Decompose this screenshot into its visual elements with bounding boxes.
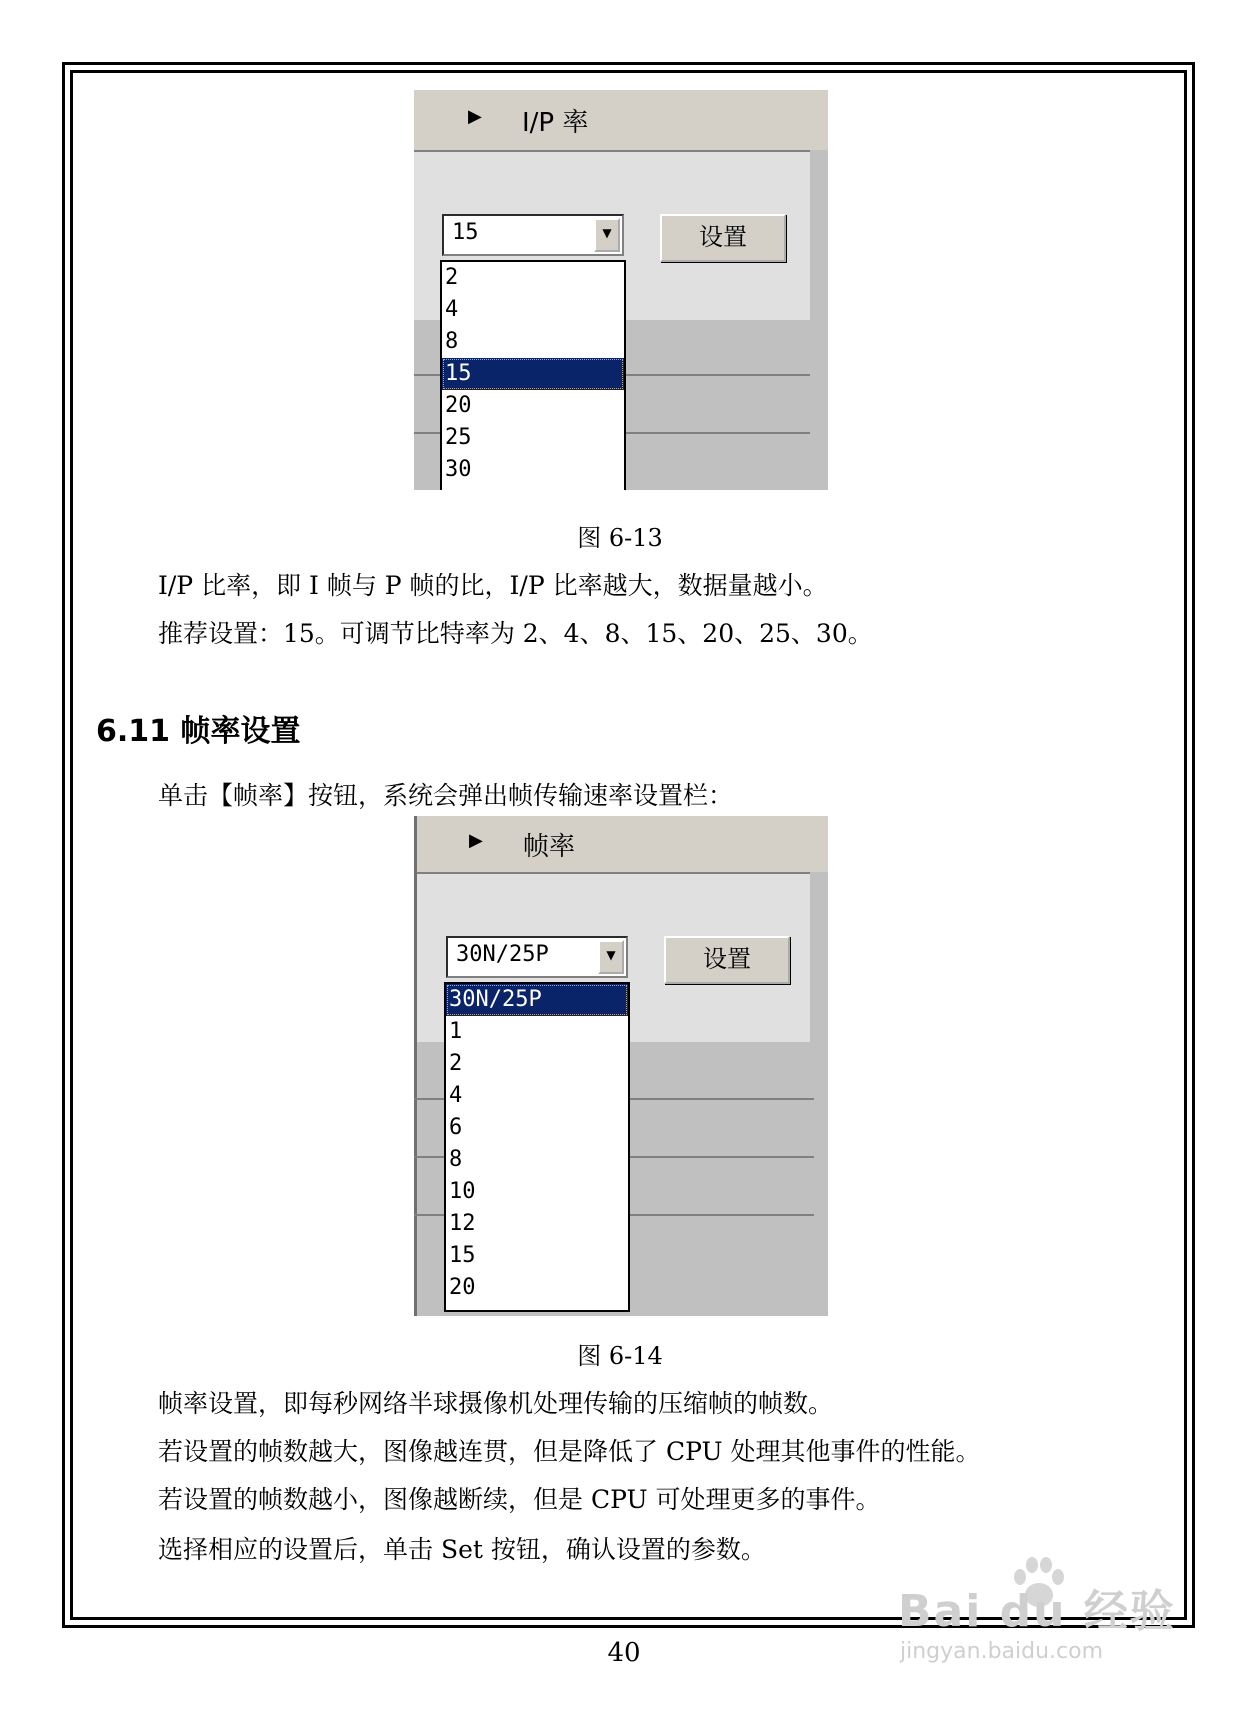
- frame-rate-option[interactable]: 8: [449, 1147, 463, 1172]
- ip-rate-header: [414, 90, 828, 150]
- frame-rate-high-note: 若设置的帧数越大，图像越连贯，但是降低了 CPU 处理其他事件的性能。: [158, 1437, 981, 1466]
- frame-rate-low-note: 若设置的帧数越小，图像越断续，但是 CPU 可处理更多的事件。: [158, 1485, 881, 1514]
- watermark-brand: Bai du 经验: [898, 1586, 1176, 1637]
- frame-rate-option[interactable]: 2: [449, 1051, 463, 1076]
- ip-ratio-recommendation: 推荐设置：15。可调节比特率为 2、4、8、15、20、25、30。: [158, 619, 873, 648]
- baidu-watermark: [890, 1555, 1190, 1705]
- chevron-down-icon[interactable]: ▼: [598, 940, 624, 974]
- ip-rate-option[interactable]: 25: [445, 425, 472, 450]
- frame-rate-header: [417, 816, 828, 872]
- frame-rate-option[interactable]: 20: [449, 1275, 476, 1300]
- frame-rate-dropdown-list[interactable]: [444, 982, 630, 1312]
- frame-rate-title: 帧率: [523, 832, 576, 862]
- frame-rate-select-value: 30N/25P: [456, 942, 549, 967]
- frame-rate-intro: 单击【帧率】按钮，系统会弹出帧传输速率设置栏：: [158, 781, 734, 810]
- ip-rate-option[interactable]: 15: [442, 358, 624, 390]
- figure-caption-6-13: 图 6-13: [577, 524, 663, 552]
- frame-rate-select[interactable]: [446, 936, 628, 978]
- triangle-right-icon: ▶: [468, 106, 482, 127]
- figure-frame-rate-screenshot: [414, 816, 828, 1316]
- frame-rate-option[interactable]: 10: [449, 1179, 476, 1204]
- frame-rate-option[interactable]: 1: [449, 1019, 463, 1044]
- ip-ratio-description: I/P 比率，即 I 帧与 P 帧的比，I/P 比率越大，数据量越小。: [158, 571, 828, 600]
- frame-rate-option[interactable]: 30N/25P: [446, 984, 628, 1016]
- chevron-down-icon[interactable]: ▼: [594, 218, 620, 252]
- figure-caption-6-14: 图 6-14: [577, 1342, 663, 1370]
- frame-rate-option[interactable]: 12: [449, 1211, 476, 1236]
- set-button[interactable]: 设置: [664, 936, 790, 984]
- frame-rate-description: 帧率设置，即每秒网络半球摄像机处理传输的压缩帧的帧数。: [158, 1389, 834, 1418]
- ip-rate-option[interactable]: 4: [445, 297, 459, 322]
- watermark-url: jingyan.baidu.com: [900, 1639, 1104, 1664]
- section-heading: 6.11 帧率设置: [96, 714, 301, 749]
- ip-rate-option[interactable]: 8: [445, 329, 459, 354]
- ip-rate-option[interactable]: 20: [445, 393, 472, 418]
- ip-rate-title: I/P 率: [522, 108, 589, 138]
- ip-rate-select[interactable]: [442, 214, 624, 256]
- ip-rate-dropdown-list[interactable]: [440, 260, 626, 490]
- page-number: 40: [607, 1638, 641, 1668]
- frame-rate-option[interactable]: 4: [449, 1083, 463, 1108]
- figure-ip-rate-screenshot: [414, 90, 828, 490]
- frame-rate-option[interactable]: 15: [449, 1243, 476, 1268]
- ip-rate-select-value: 15: [452, 220, 479, 245]
- frame-rate-confirm-note: 选择相应的设置后，单击 Set 按钮，确认设置的参数。: [158, 1535, 766, 1564]
- ip-rate-option[interactable]: 30: [445, 457, 472, 482]
- frame-rate-option[interactable]: 6: [449, 1115, 463, 1140]
- triangle-right-icon: ▶: [469, 830, 483, 851]
- set-button[interactable]: 设置: [660, 214, 786, 262]
- ip-rate-option[interactable]: 2: [445, 265, 459, 290]
